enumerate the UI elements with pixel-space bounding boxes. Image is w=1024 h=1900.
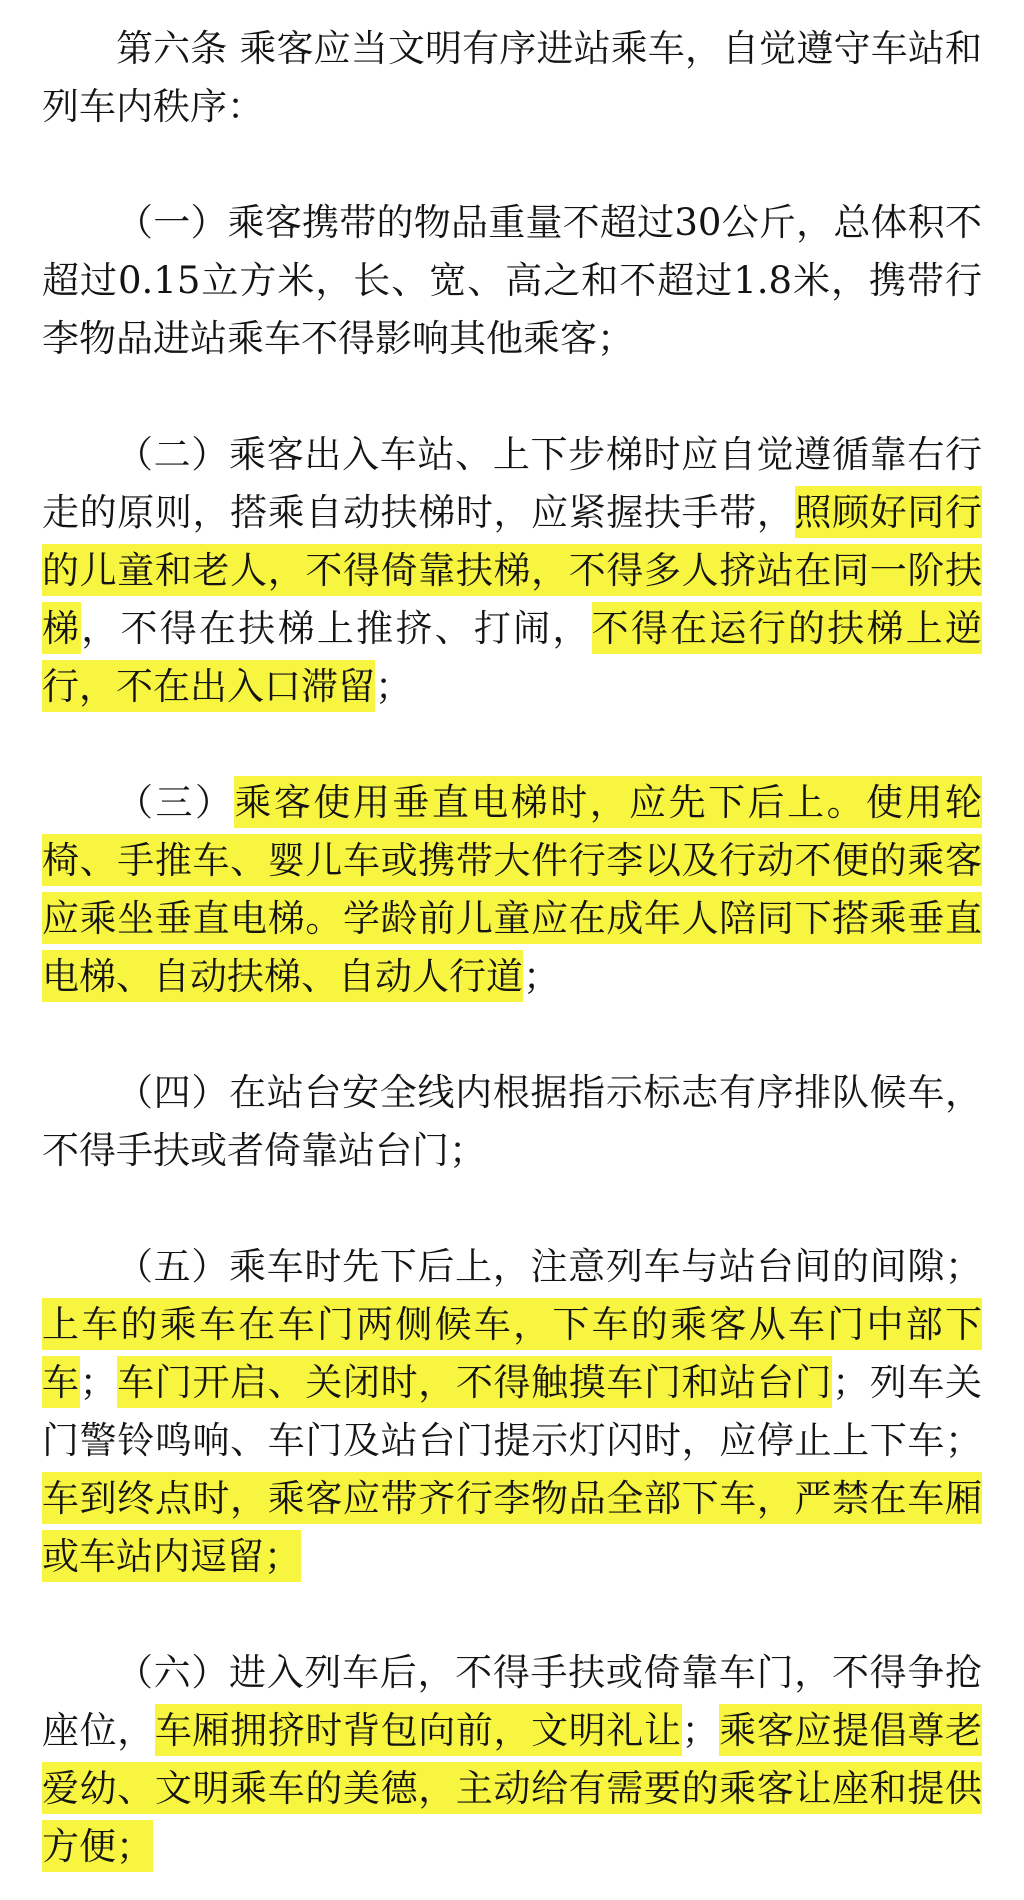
highlighted-text: 乘客应提倡尊老爱幼、文明乘车的美德，主动给有需要的乘客让座和提供方便； [42,1704,982,1872]
clause-4 [42,1064,982,1180]
text-segment: ； [523,955,560,998]
article-heading [42,20,982,136]
text-segment: （五）乘车时先下后上，注意列车与站台间的间隙； [116,1245,982,1288]
text-segment: ；列车关门警铃鸣响、车门及站台门提示灯闪时，应停止上下车； [42,1361,982,1462]
highlighted-text: 乘客使用垂直电梯时，应先下后上。使用轮椅、手推车、婴儿车或携带大件行李以及行动不便的乘客应乘坐垂直电梯。学龄前儿童应在成年人陪同下搭乘垂直电梯、自动扶梯、自动人行道 [42,776,982,1002]
clause-5 [42,1238,982,1586]
text-segment: 第六条 乘客应当文明有序进站乘车，自觉遵守车站和列车内秩序： [42,27,982,128]
regulation-document [42,20,982,1876]
clause-1 [42,194,982,368]
clause-6 [42,1644,982,1876]
highlighted-text: 车厢拥挤时背包向前，文明礼让 [155,1704,682,1756]
highlighted-text: 照顾好同行的儿童和老人，不得倚靠扶梯，不得多人挤站在同一阶扶梯 [42,486,982,654]
text-segment: ，不得在扶梯上推挤、打闹， [81,607,592,650]
highlighted-text: 不得在运行的扶梯上逆行，不在出入口滞留 [42,602,982,712]
text-segment: ； [375,665,412,708]
text-segment: （二）乘客出入车站、上下步梯时应自觉遵循靠右行走的原则，搭乘自动扶梯时，应紧握扶手带， [42,433,982,534]
text-segment: ； [79,1361,117,1404]
clause-3 [42,774,982,1006]
highlighted-text: 车门开启、关闭时，不得触摸车门和站台门 [117,1356,833,1408]
text-segment: （四）在站台安全线内根据指示标志有序排队候车，不得手扶或者倚靠站台门； [42,1071,982,1172]
highlighted-text: 上车的乘车在车门两侧候车，下车的乘客从车门中部下车 [42,1298,982,1408]
text-segment: （三） [116,781,235,824]
text-segment: （一）乘客携带的物品重量不超过30公斤，总体积不超过0.15立方米，长、宽、高之和不超过1.8米，携带行李物品进站乘车不得影响其他乘客； [42,201,982,360]
text-segment: ； [681,1709,719,1752]
clause-2 [42,426,982,716]
text-segment: （六）进入列车后，不得手扶或倚靠车门，不得争抢座位， [42,1651,982,1752]
highlighted-text: 车到终点时，乘客应带齐行李物品全部下车，严禁在车厢或车站内逗留； [42,1472,982,1582]
